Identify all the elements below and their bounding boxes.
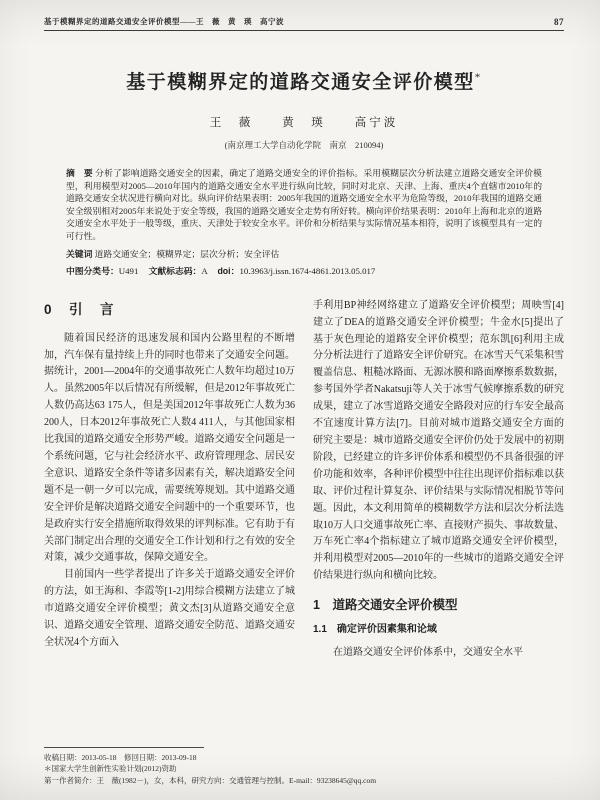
- keywords-text: 道路交通安全；模糊界定；层次分析；安全评估: [94, 248, 280, 259]
- abstract-label: 摘 要: [66, 168, 93, 178]
- left-column: [44, 298, 295, 700]
- keywords-label: 关键词: [66, 248, 93, 259]
- keywords-block: [44, 248, 564, 261]
- running-title: 基于模糊界定的道路交通安全评价模型——王 薇 黄 瑛 高宁波: [44, 17, 284, 26]
- classification-line: [44, 265, 564, 278]
- body-columns: [44, 298, 564, 700]
- paper-title: [44, 67, 564, 94]
- title-footnote-mark: *: [474, 71, 482, 84]
- doc-code-label: 文献标志码：: [148, 266, 202, 277]
- affiliation-line: (南京理工大学自动化学院 南京 210094): [224, 140, 384, 150]
- section-1-heading: 1 道路交通安全评价模型: [313, 598, 458, 613]
- left-paragraph-2: 目前国内一些学者提出了许多关于道路交通安全评价的方法，如王海和、李霞等[1-2]用综合模糊方法建立了城市道路交通安全评价模型；黄文杰[3]从道路交通安全意识、道路交通安全管理、道路交通安全防范、道路交通安全状况4个方面入: [44, 569, 295, 648]
- section-1-1-heading: 1.1 确定评价因素集和论域: [313, 624, 437, 636]
- right-continuation-paragraph: 手利用BP神经网络建立了道路安全评价模型；周映雪[4]建立了DEA的道路交通安全评价模型；牛金水[5]提出了基于灰色理论的道路安全评价模型；范东凯[6]利用主成分分析法进行了道路安全评价研究。在冰雪天气采集积雪覆盖信息、粗糙冰路面、无源冰膜和路面摩擦系数数据，参考国外学者Nakatsuji等人关于冰雪气候摩擦系数的研究成果，建立了冰雪道路交通安全路段对应的行车安全最高不宜速度计算方法[7]。目前对城市道路交通安全方面的研究主要是：城市道路交通安全评价仍处于发展中的初期阶段，已经建立的许多评价体系和模型仍不具备很强的评价功能和效率，各种评价模型中往往出现评价指标难以获取、评价过程计算复杂、评价结果与实际情况相脱节等问题。因此，本文利用简单的模糊数学方法和层次分析法选取10万人口交通事故死亡率、直接财产损失、事故数量、万车死亡率4个指标建立了城市道路交通安全评价模型，并利用模型对2005—2010年的一些城市的道路交通安全评价结果进行纵向和横向比较。: [313, 299, 564, 582]
- received-dates: 收稿日期：2013-05-18 修回日期：2013-09-18: [44, 752, 197, 762]
- page-number: 87: [554, 17, 564, 27]
- abstract-block: [44, 167, 564, 243]
- left-paragraph-1: 随着国民经济的迅速发展和国内公路里程的不断增加，汽车保有量持续上升的同时也带来了交通安全问题。据统计，2001—2004年的交通事故死亡人数年均超过10万人。虽然2005年以后情况有所缓解，但是2012年事故死亡人数仍高达63 175人，但是美国2012年事故死亡人数为36 200人，日本2012年事故死亡人数4 411人，与其他国家相比我国的道路交通安全形势严峻。道路交通安全问题是一个系统问题，它与社会经济水平、政府管理理念、居民安全意识、道路安全条件等诸多因素有关，解决道路安全问题不是一朝一夕可以完成，需要统筹规划。其中道路交通安全评价是解决道路交通安全问题中的一个重要环节，也是政府实行安全措施所取得效果的评判标准。它有助于有关部门制定出合理的交通安全工作计划和行之有效的安全对策，减少交通事故，保障交通安全。: [44, 332, 295, 564]
- doc-code-value: A: [201, 266, 208, 277]
- clc-value: U491: [118, 266, 139, 277]
- abstract-text: 分析了影响道路交通安全的因素，确定了道路交通安全的评价指标。采用模糊层次分析法建立道路交通安全评价模型，利用模型对2005—2010年国内的道路交通安全水平进行纵向比较，同时对北京、天津、上海、重庆4个直辖市2010年的道路交通安全状况进行横向对比。纵向评价结果表明：2005年我国的道路交通安全水平为危险等级，2010年我国的道路交通安全级别相对2005年来说处于安全等级，我国的道路交通安全走势有所好转。横向评价结果表明：2010年上海和北京的道路交通安全水平处于一般等级，重庆、天津处于较安全水平。评价和分析结果与实际情况基本相符，说明了该模型具有一定的可行性。: [66, 168, 542, 241]
- page-header: [44, 16, 564, 31]
- doi-value: 10.3963/j.issn.1674-4861.2013.05.017: [239, 266, 376, 277]
- footnote-block: [44, 747, 564, 787]
- paper-title-text: 基于模糊界定的道路交通安全评价模型: [126, 72, 475, 93]
- right-paragraph-1: 在道路交通安全评价体系中，交通安全水平: [333, 646, 523, 658]
- right-column: [313, 298, 564, 700]
- doi-label: doi：: [217, 266, 240, 277]
- first-author-bio: 第一作者简介：王 薇(1982－)，女，本科，研究方向：交通管理与控制。E-mail：93238645@qq.com: [44, 776, 377, 786]
- funding-note: ＊国家大学生创新性实验计划(2012)资助: [44, 764, 177, 774]
- footnote-divider: [44, 747, 204, 748]
- authors-line: 王 薇 黄 瑛 高宁波: [209, 117, 399, 129]
- section-0-heading: 0 引 言: [44, 301, 116, 317]
- clc-label: 中图分类号：: [66, 266, 119, 277]
